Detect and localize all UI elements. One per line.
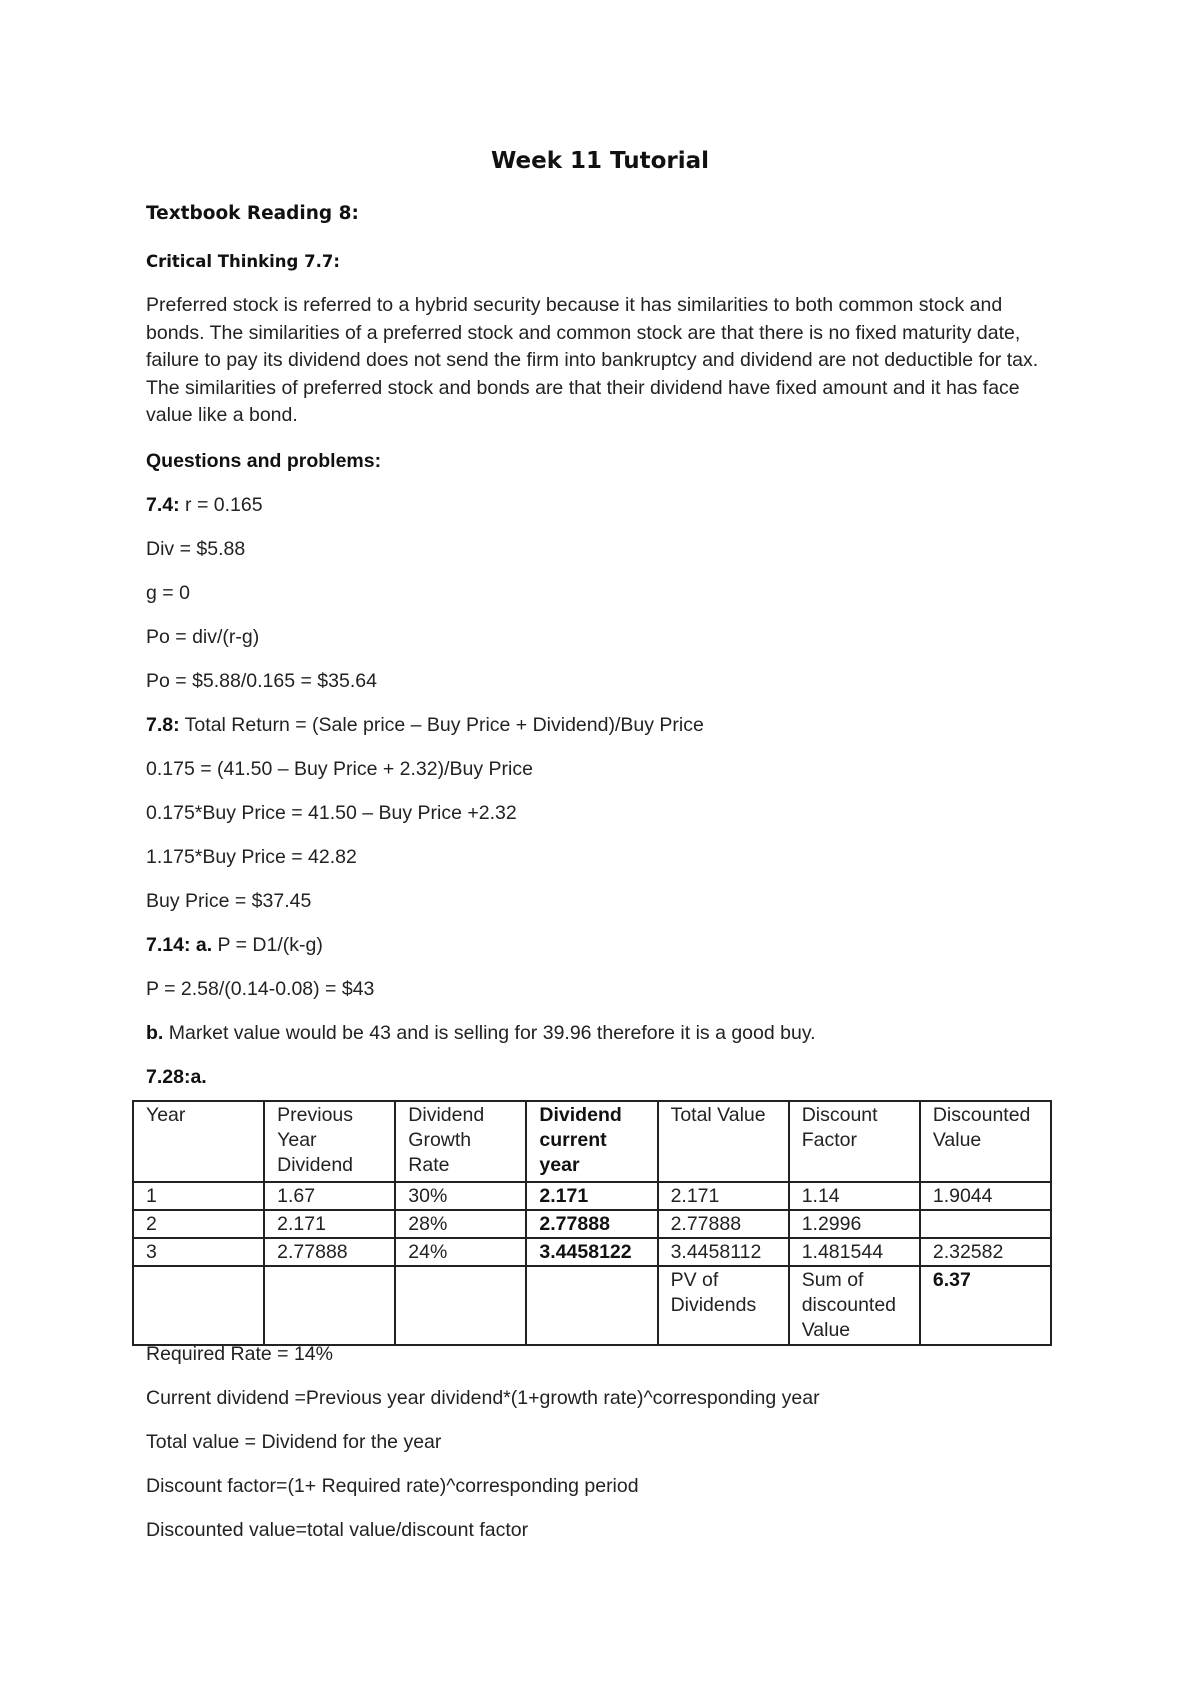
note-required-rate: Required Rate = 14% [146, 1343, 333, 1365]
table-cell [395, 1266, 526, 1345]
problem-7-4-line-5: Po = $5.88/0.165 = $35.64 [146, 670, 377, 692]
table-cell: 2.171 [658, 1182, 789, 1210]
table-cell: 1.9044 [920, 1182, 1051, 1210]
table-cell [264, 1266, 395, 1345]
table-cell: 2.171 [526, 1182, 657, 1210]
table-cell: 30% [395, 1182, 526, 1210]
table-cell: 2 [133, 1210, 264, 1238]
problem-7-4-label: 7.4: [146, 494, 180, 516]
problem-7-4-line-4: Po = div/(r-g) [146, 626, 260, 648]
reading-heading: Textbook Reading 8: [146, 203, 359, 224]
problem-7-4-line-1: 7.4: r = 0.165 [146, 494, 263, 516]
table-cell: 24% [395, 1238, 526, 1266]
note-current-dividend: Current dividend =Previous year dividend*(1+growth rate)^corresponding year [146, 1387, 820, 1409]
table-cell: 1 [133, 1182, 264, 1210]
table-cell: 6.37 [920, 1266, 1051, 1345]
problem-7-8-line-3: 0.175*Buy Price = 41.50 – Buy Price +2.32 [146, 802, 517, 824]
questions-heading: Questions and problems: [146, 450, 382, 472]
table-row [133, 1210, 1051, 1238]
dividend-table [132, 1100, 1052, 1346]
problem-7-8-line-2: 0.175 = (41.50 – Buy Price + 2.32)/Buy Price [146, 758, 533, 780]
note-discount-factor: Discount factor=(1+ Required rate)^corresponding period [146, 1475, 639, 1497]
table-cell: 1.67 [264, 1182, 395, 1210]
problem-7-8-line-5: Buy Price = $37.45 [146, 890, 312, 912]
table-cell: 3.4458122 [526, 1238, 657, 1266]
table-header-cell: Dividend Growth Rate [395, 1101, 526, 1182]
table-cell: Sum of discounted Value [789, 1266, 920, 1345]
table-cell: 1.481544 [789, 1238, 920, 1266]
problem-7-8-line-1: 7.8: Total Return = (Sale price – Buy Price + Dividend)/Buy Price [146, 714, 704, 736]
table-row [133, 1182, 1051, 1210]
table-cell: 2.77888 [526, 1210, 657, 1238]
table-header-row [133, 1101, 1051, 1182]
table-cell [920, 1210, 1051, 1238]
table-cell [133, 1266, 264, 1345]
table-cell [526, 1266, 657, 1345]
problem-7-14-b-label: b. [146, 1022, 164, 1044]
table-cell: 1.14 [789, 1182, 920, 1210]
table-row [133, 1238, 1051, 1266]
problem-7-14-line-3: b. Market value would be 43 and is selling for 39.96 therefore it is a good buy. [146, 1022, 816, 1044]
problem-7-4-line-2: Div = $5.88 [146, 538, 246, 560]
table-header-cell: Discounted Value [920, 1101, 1051, 1182]
problem-7-4-line-3: g = 0 [146, 582, 190, 604]
problem-7-14-line-1: 7.14: a. P = D1/(k-g) [146, 934, 323, 956]
table-header-cell: Previous Year Dividend [264, 1101, 395, 1182]
table-cell: 1.2996 [789, 1210, 920, 1238]
table-cell: 3.4458112 [658, 1238, 789, 1266]
problem-7-8-line-4: 1.175*Buy Price = 42.82 [146, 846, 357, 868]
note-total-value: Total value = Dividend for the year [146, 1431, 442, 1453]
table-header-cell: Total Value [658, 1101, 789, 1182]
table-summary-row [133, 1266, 1051, 1345]
table-cell: 2.77888 [658, 1210, 789, 1238]
problem-7-8-label: 7.8: [146, 714, 180, 736]
table-cell: 2.77888 [264, 1238, 395, 1266]
table-header-cell: Dividend current year [526, 1101, 657, 1182]
note-discounted-value: Discounted value=total value/discount factor [146, 1519, 529, 1541]
critical-thinking-heading: Critical Thinking 7.7: [146, 252, 340, 271]
table-cell: 2.171 [264, 1210, 395, 1238]
table-cell: 28% [395, 1210, 526, 1238]
problem-7-14-line-2: P = 2.58/(0.14-0.08) = $43 [146, 978, 375, 1000]
table-header-cell: Discount Factor [789, 1101, 920, 1182]
critical-thinking-text: Preferred stock is referred to a hybrid security because it has similarities to both common stock and bonds. The similarities of a preferred stock and common stock are that there is no fixed maturity date, failure to pay its dividend does not send the firm into bankruptcy and dividend are not deductible for tax. The similarities of preferred stock and bonds are that their dividend have fixed amount and it has face value like a bond. [146, 294, 1039, 426]
problem-7-28-heading: 7.28:a. [146, 1066, 207, 1088]
page-title: Week 11 Tutorial [490, 148, 710, 174]
table-header-cell: Year [133, 1101, 264, 1182]
table-cell: PV of Dividends [658, 1266, 789, 1345]
table-cell: 2.32582 [920, 1238, 1051, 1266]
table-cell: 3 [133, 1238, 264, 1266]
problem-7-14-label: 7.14: a. [146, 934, 213, 956]
